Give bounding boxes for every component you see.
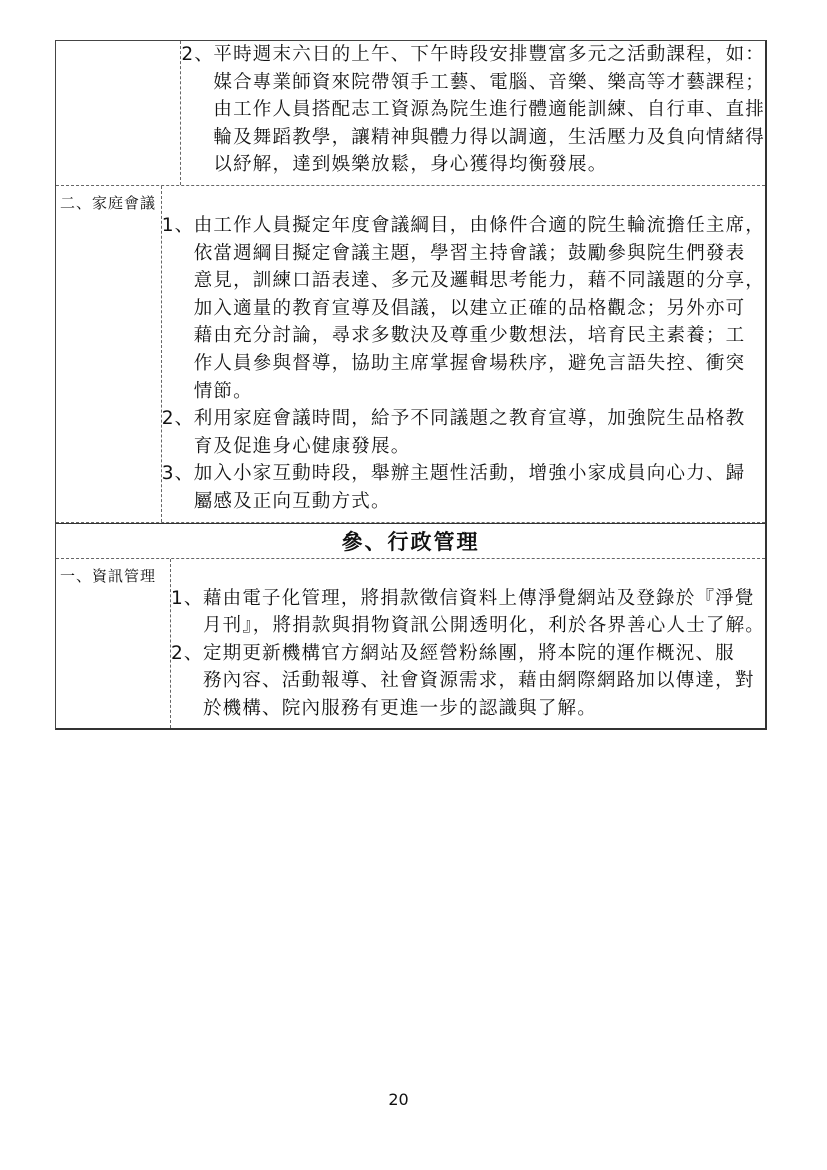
text-line: 月刊』，將捐款與捐物資訊公開透明化，利於各界善心人士了解。 (202, 615, 765, 637)
content-table (55, 40, 767, 730)
item-text (194, 212, 765, 405)
item-number: 1、 (170, 587, 204, 609)
item-number: 2、 (170, 642, 204, 664)
list-item (181, 41, 765, 179)
item-number: 2、 (181, 44, 215, 65)
item-text (203, 585, 765, 640)
item-text (194, 460, 746, 515)
row-label: 一、資訊管理 (56, 559, 171, 729)
list-item (171, 585, 765, 640)
text-line: 依當週綱目擬定會議主題，學習主持會議；鼓勵參與院生們發表 (193, 242, 746, 264)
text-line: 藉由充分討論，尋求多數決及尊重少數想法，培育民主素養；工 (193, 325, 746, 347)
text-line: 定期更新機構官方網站及經營粉絲團，將本院的運作概況、服 (202, 642, 735, 664)
row-label (56, 41, 181, 185)
text-line: 以紓解，達到娛樂放鬆，身心獲得均衡發展。 (213, 154, 608, 176)
row-content (171, 559, 765, 729)
row-content (162, 186, 765, 522)
item-text (194, 405, 746, 460)
list-item (162, 405, 765, 460)
text-line: 於機構、院內服務有更進一步的認識與了解。 (202, 697, 597, 719)
text-line: 輪及舞蹈教學，讓精神與體力得以調適，生活壓力及負向情緒得 (213, 126, 765, 148)
text-line: 平時週末六日的上午、下午時段安排豐富多元之活動課程，如： (213, 44, 765, 65)
text-line: 屬感及正向互動方式。 (193, 490, 391, 512)
text-line: 由工作人員搭配志工資源為院生進行體適能訓練、自行車、直排 (213, 99, 765, 121)
list-item (162, 212, 765, 405)
list-item (171, 640, 765, 723)
item-text (213, 41, 765, 179)
text-line: 加入適量的教育宣導及倡議，以建立正確的品格觀念；另外亦可 (193, 297, 746, 319)
item-number: 2、 (161, 408, 195, 430)
text-line: 利用家庭會議時間，給予不同議題之教育宣導，加強院生品格教 (193, 408, 746, 430)
section-heading: 參、行政管理 (56, 523, 765, 559)
text-line: 加入小家互動時段，舉辦主題性活動，增強小家成員向心力、歸 (193, 463, 746, 485)
text-line: 作人員參與督導，協助主席掌握會場秩序，避免言語失控、衝突 (193, 352, 746, 374)
table-row-information-management (56, 559, 765, 729)
page-number: 20 (388, 1090, 409, 1109)
text-line: 媒合專業師資來院帶領手工藝、電腦、音樂、樂高等才藝課程； (213, 71, 765, 93)
table-row-activities (56, 41, 765, 186)
text-line: 務內容、活動報導、社會資源需求，藉由網際網路加以傳達，對 (202, 670, 755, 692)
text-line: 情節。 (193, 380, 253, 402)
table-row-family-meeting (56, 186, 765, 523)
item-number: 3、 (161, 463, 195, 485)
text-line: 藉由電子化管理，將捐款徵信資料上傳淨覺網站及登錄於『淨覺 (202, 587, 755, 609)
item-number: 1、 (161, 214, 195, 236)
row-label: 二、家庭會議 (56, 186, 162, 522)
row-content (181, 41, 765, 185)
item-text (203, 640, 755, 723)
text-line: 意見，訓練口語表達、多元及邏輯思考能力，藉不同議題的分享， (193, 270, 765, 292)
text-line: 由工作人員擬定年度會議綱目，由條件合適的院生輪流擔任主席， (193, 214, 765, 236)
list-item (162, 460, 765, 515)
text-line: 育及促進身心健康發展。 (193, 435, 411, 457)
